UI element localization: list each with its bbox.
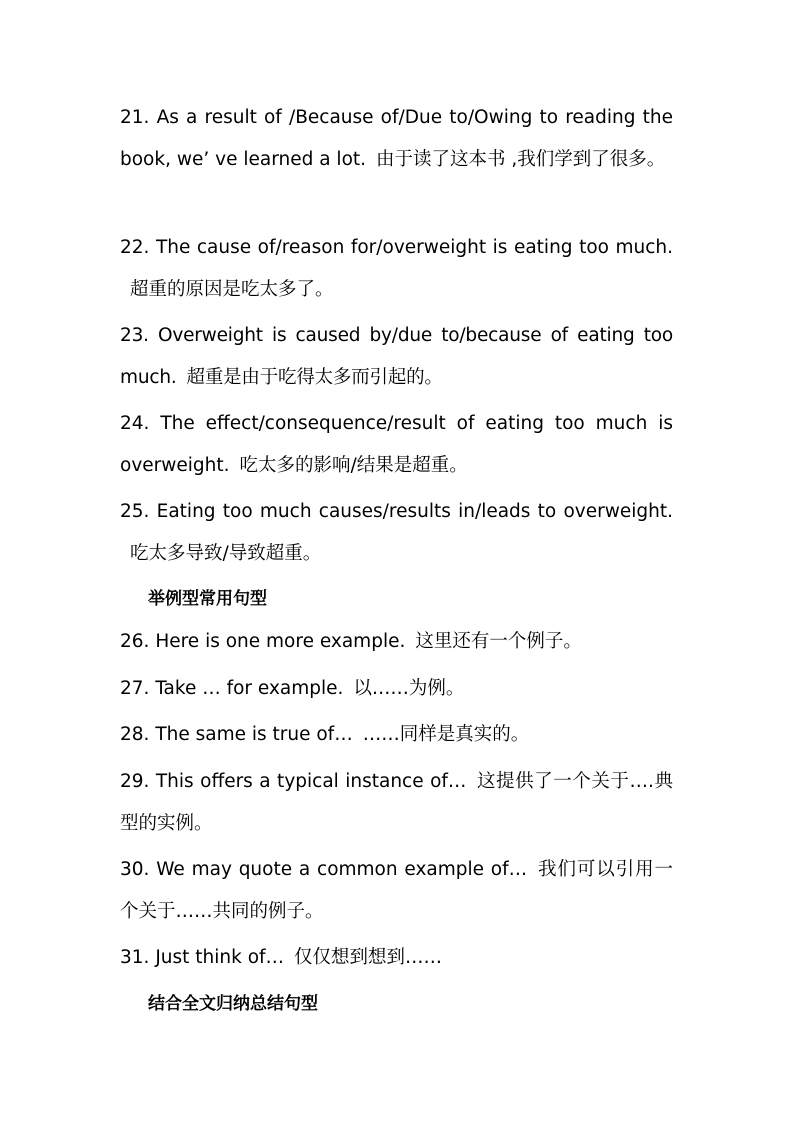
sentence-27 xyxy=(120,668,673,710)
sentence-english: Just think of… xyxy=(155,947,285,968)
sentence-23 xyxy=(120,315,673,399)
sentence-26 xyxy=(120,621,673,663)
sentence-24 xyxy=(120,403,673,487)
sentence-english: The same is true of… xyxy=(155,724,353,745)
sentence-number: 27. xyxy=(120,678,150,699)
sentence-number: 25. xyxy=(120,501,150,522)
sentence-number: 29. xyxy=(120,771,150,792)
sentence-chinese: 由于读了这本书 ,我们学到了很多。 xyxy=(376,149,666,170)
sentence-english: The effect/consequence/result of eating too much is overweight. xyxy=(120,413,673,476)
sentence-29 xyxy=(120,761,673,845)
sentence-chinese: ……同样是真实的。 xyxy=(362,724,530,745)
sentence-25 xyxy=(120,491,673,575)
sentence-chinese: 吃太多的影响/结果是超重。 xyxy=(239,455,468,476)
sentence-number: 31. xyxy=(120,947,150,968)
section-heading-examples: 举例型常用句型 xyxy=(148,589,267,609)
sentence-number: 22. xyxy=(120,237,150,258)
sentence-chinese: 仅仅想到想到…… xyxy=(294,947,443,968)
sentence-chinese: 吃太多导致/导致超重。 xyxy=(130,543,322,564)
sentence-english: The cause of/reason for/overweight is eating too much. xyxy=(155,237,673,258)
sentence-chinese: 超重的原因是吃太多了。 xyxy=(130,279,334,300)
sentence-31 xyxy=(120,937,673,979)
sentence-28 xyxy=(120,714,673,756)
sentence-english: Take … for example. xyxy=(155,678,344,699)
sentence-number: 28. xyxy=(120,724,150,745)
sentence-english: This offers a typical instance of… xyxy=(155,771,467,792)
sentence-number: 26. xyxy=(120,631,150,652)
sentence-30 xyxy=(120,849,673,933)
sentence-number: 21. xyxy=(120,107,150,128)
sentence-number: 30. xyxy=(120,859,150,880)
sentence-chinese: 我们可以引用一个关于……共同的例子。 xyxy=(120,859,673,922)
sentence-english: As a result of /Because of/Due to/Owing to reading the book, we’ ve learned a lot. xyxy=(120,107,673,170)
sentence-22 xyxy=(120,227,673,311)
sentence-chinese: 这里还有一个例子。 xyxy=(415,631,582,652)
sentence-number: 23. xyxy=(120,325,149,346)
sentence-number: 24. xyxy=(120,413,150,434)
sentence-chinese: 超重是由于吃得太多而引起的。 xyxy=(186,367,443,388)
sentence-21 xyxy=(120,97,673,181)
sentence-english: Overweight is caused by/due to/because of eating too much. xyxy=(120,325,673,388)
sentence-chinese: 以……为例。 xyxy=(353,678,465,699)
sentence-english: Eating too much causes/results in/leads to overweight. xyxy=(156,501,673,522)
sentence-chinese: 这提供了一个关于….典型的实例。 xyxy=(120,771,673,834)
sentence-english: Here is one more example. xyxy=(155,631,406,652)
sentence-english: We may quote a common example of… xyxy=(156,859,528,880)
section-heading-summary: 结合全文归纳总结句型 xyxy=(148,994,318,1014)
